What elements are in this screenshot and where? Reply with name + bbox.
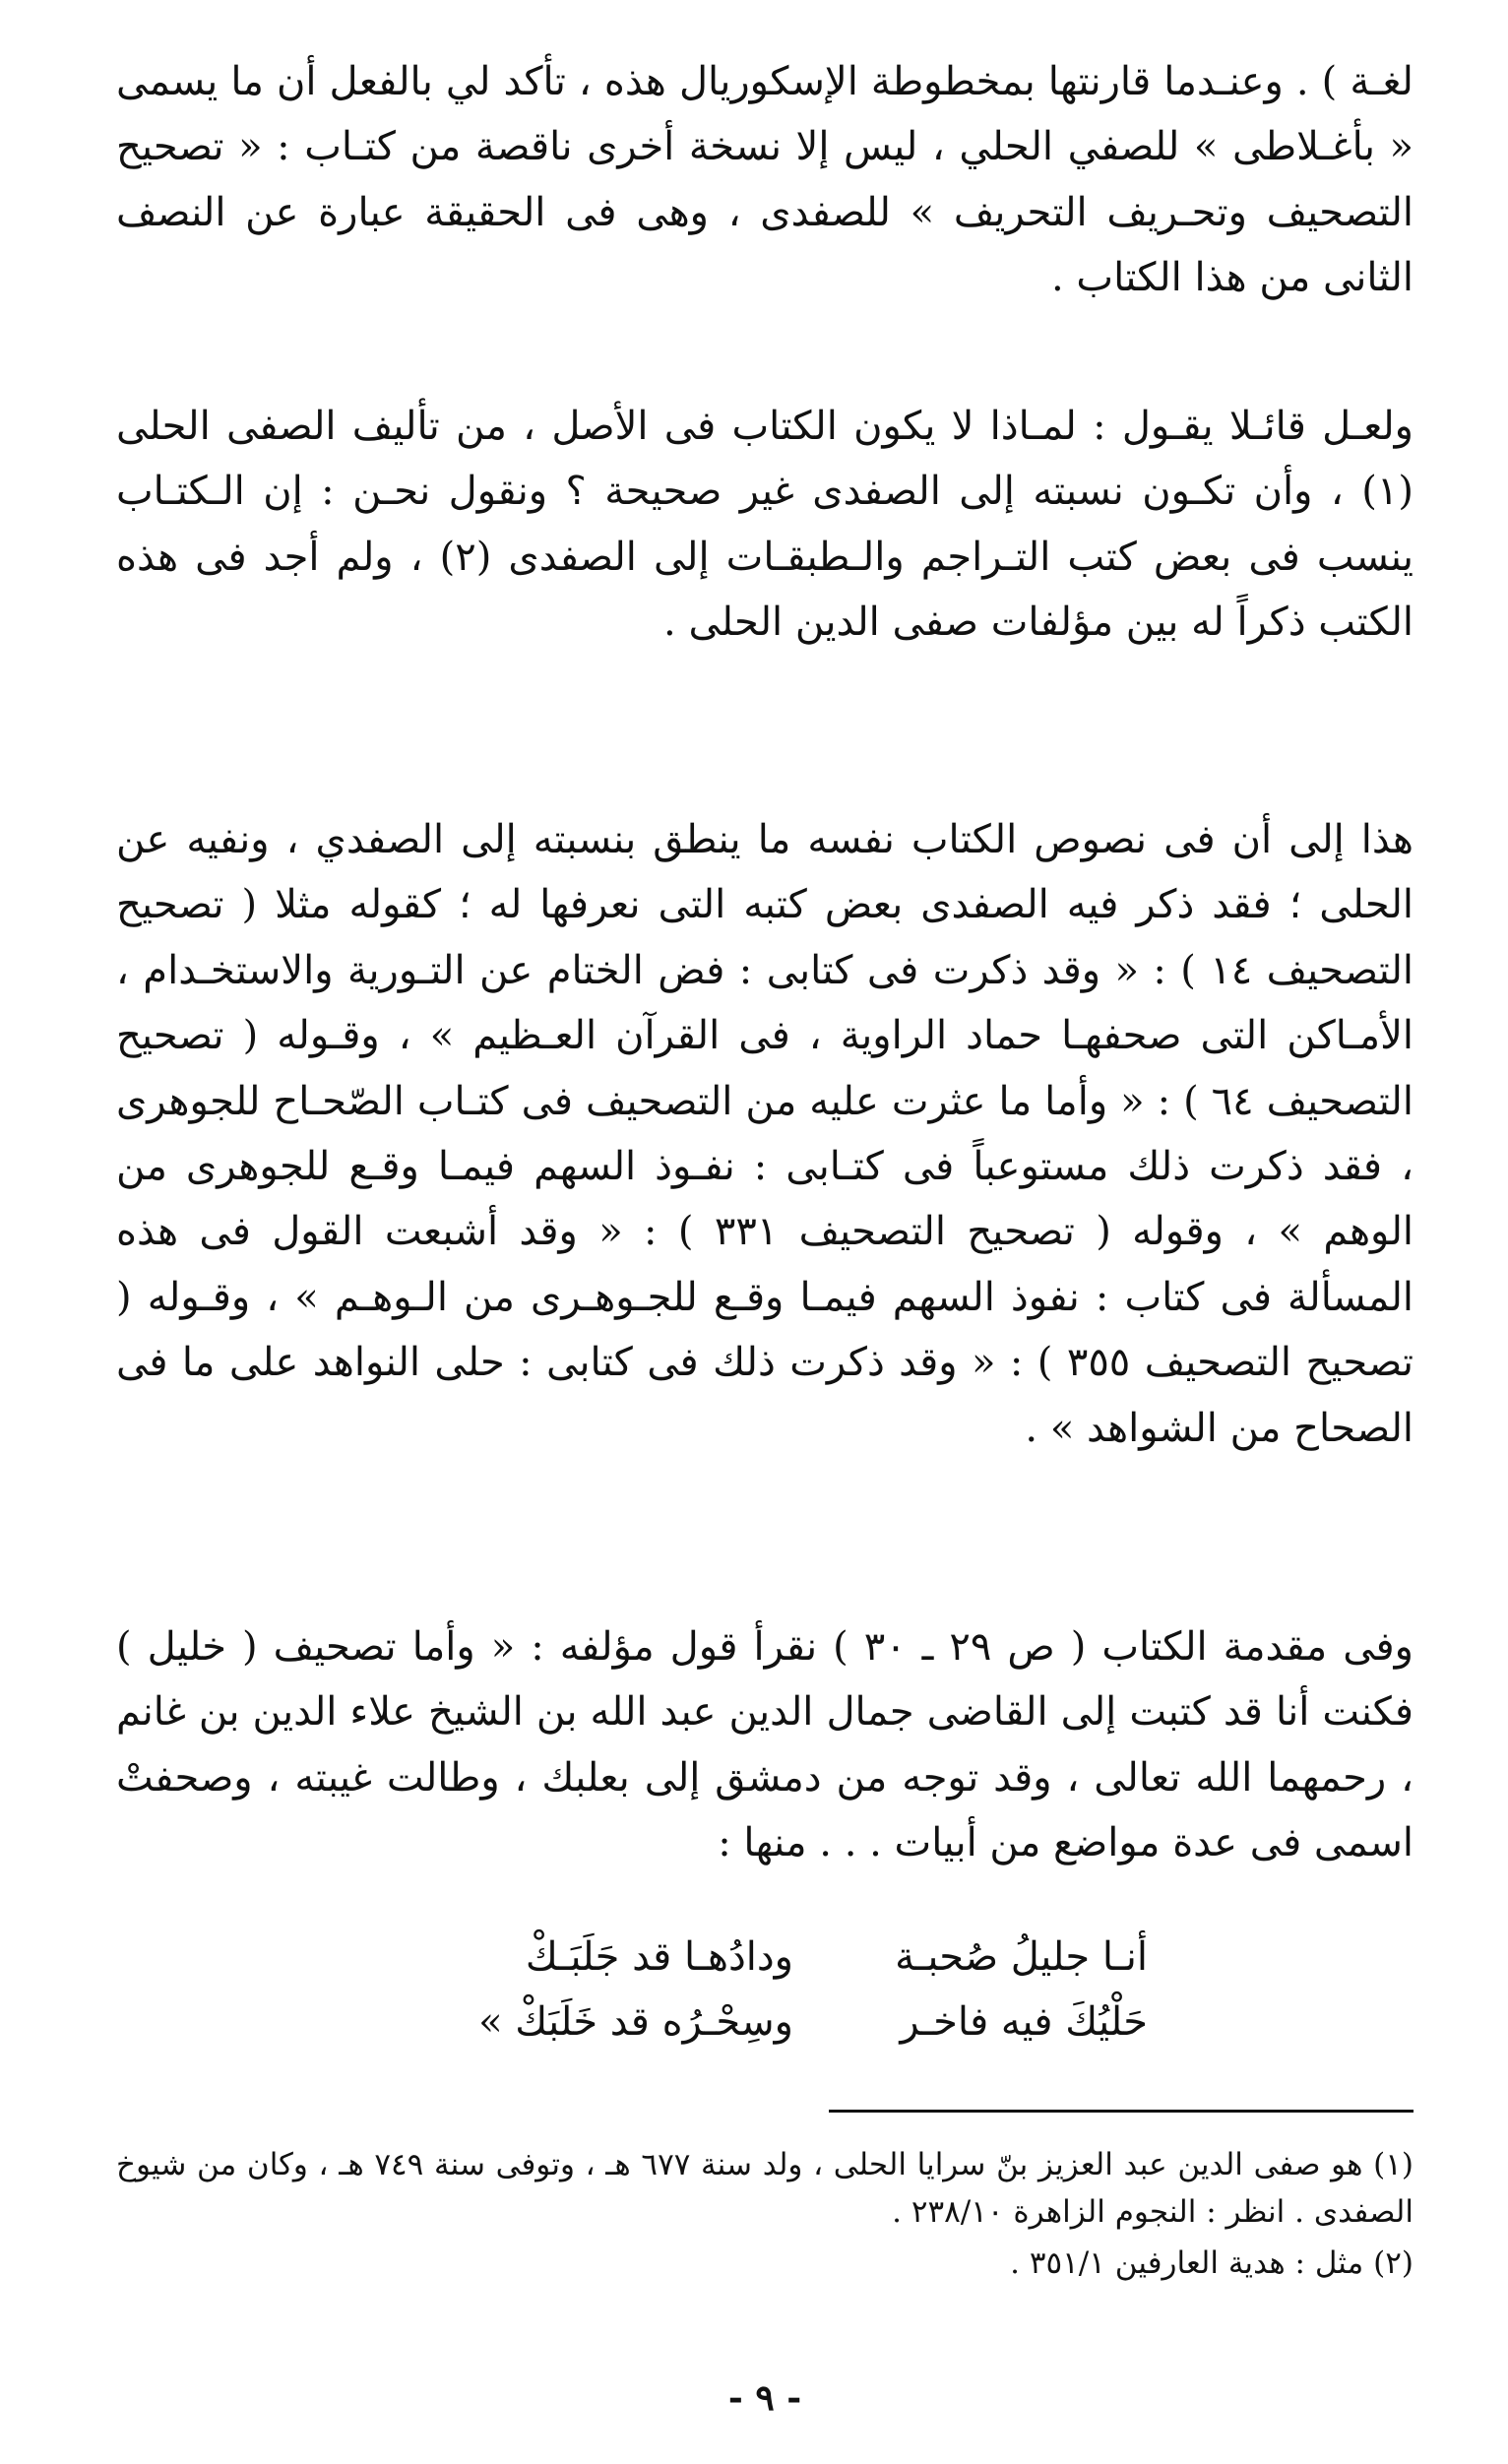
poem-second-hemistich: وسِحْـرُه قد خَلَبَكْ » <box>478 1999 793 2045</box>
footnote-1: (١) هو صفى الدين عبد العزيز بنّ سرايا الحلى ، ولد سنة ٦٧٧ هـ ، وتوفى سنة ٧٤٩ هـ ، وكان من شيوخ الصفدى . انظر : النجوم الزاهرة ٢٣٨/١٠ . <box>116 2147 1414 2230</box>
poem-verse <box>116 1990 1414 2054</box>
footnote-2: (٢) مثل : هدية العارفين ٣٥١/١ . <box>1010 2245 1414 2281</box>
poem-first-hemistich: أنـا جليلُ صُحبـة <box>895 1934 1148 1980</box>
paragraph-2: ولعـل قائـلا يقـول : لمـاذا لا يكون الكتاب فى الأصل ، من تأليف الصفى الحلى (١) ، وأن تكـون نسبته إلى الصفدى غير صحيحة ؟ ونقول نحـن : إن الـكتـاب ينسب فى بعض كتب التـراجم والـطبقـات إلى الصفدى (٢) ، ولم أجد فى هذه الكتب ذكراً له بين مؤلفات صفى الدين الحلى . <box>116 404 1414 646</box>
poem <box>116 1925 1414 2054</box>
poem-first-hemistich: حَلْيُكَ فيه فاخـر <box>900 1999 1148 2045</box>
poem-verse <box>116 1925 1414 1990</box>
footnote-separator <box>829 2110 1414 2113</box>
book-page <box>116 49 1414 2432</box>
page-number: - ٩ - <box>727 2377 802 2419</box>
poem-second-hemistich: ودادُهـا قد جَلَبَـكْ <box>525 1934 793 1980</box>
paragraph-1: لغـة ) . وعنـدما قارنتها بمخطوطة الإسكوريال هذه ، تأكد لي بالفعل أن ما يسمى « بأغـلاطى » للصفي الحلي ، ليس إلا نسخة أخرى ناقصة من كتـاب : « تصحيح التصحيف وتحـريف التحريف » للصفدى ، وهى فى الحقيقة عبارة عن النصف الثانى من هذا الكتاب . <box>116 59 1414 301</box>
paragraph-4: وفى مقدمة الكتاب ( ص ٢٩ ـ ٣٠ ) نقرأ قول مؤلفه : « وأما تصحيف ( خليل ) فكنت أنا قد كتبت إلى القاضى جمال الدين عبد الله بن الشيخ علاء الدين بن غانم ، رحمهما الله تعالى ، وقد توجه من دمشق إلى بعلبك ، وطالت غيبته ، وصحفتْ اسمى فى عدة مواضع من أبيات . . . منها : <box>116 1624 1414 1866</box>
paragraph-3: هذا إلى أن فى نصوص الكتاب نفسه ما ينطق بنسبته إلى الصفدي ، ونفيه عن الحلى ؛ فقد ذكر فيه الصفدى بعض كتبه التى نعرفها له ؛ كقوله مثلا ( تصحيح التصحيف ١٤ ) : « وقد ذكرت فى كتابى : فض الختام عن التـورية والاستخـدام ، الأمـاكن التى صحفهـا حماد الراوية ، فى القرآن العـظيم » ، وقـوله ( تصحيح التصحيف ٦٤ ) : « وأما ما عثرت عليه من التصحيف فى كتـاب الصّحـاح للجوهرى ، فقد ذكرت ذلك مستوعباً فى كتـابى : نفـوذ السهم فيمـا وقـع للجوهرى من الوهم » ، وقوله ( تصحيح التصحيف ٣٣١ ) : « وقد أشبعت القول فى هذه المسألة فى كتاب : نفوذ السهم فيمـا وقـع للجـوهـرى من الـوهـم » ، وقـوله ( تصحيح التصحيف ٣٥٥ ) : « وقد ذكرت ذلك فى كتابى : حلى النواهد على ما فى الصحاح من الشواهد » . <box>116 817 1414 1451</box>
